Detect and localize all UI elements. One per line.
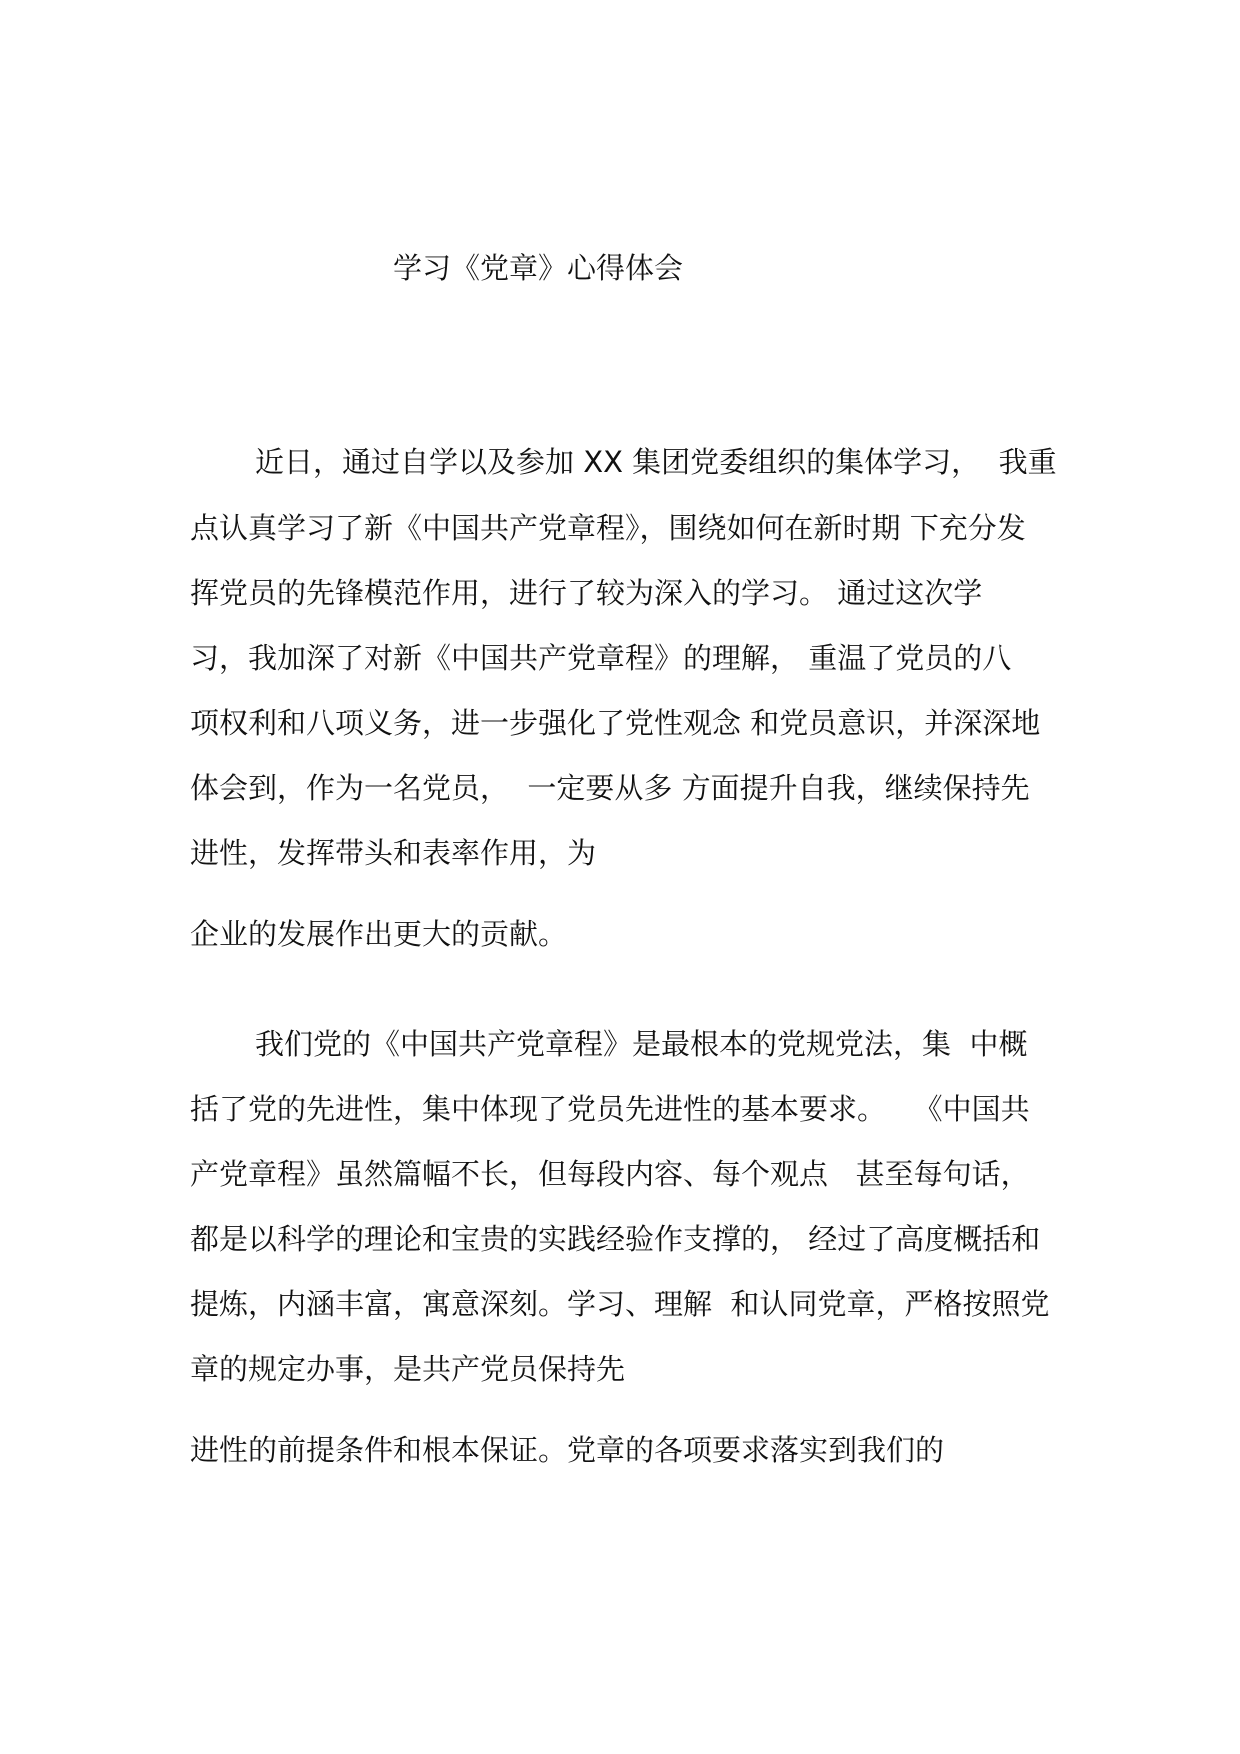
paragraph-2-line: 提炼，内涵丰富，寓意深刻。学习、理解 和认同党章，严格按照党 xyxy=(190,1287,1050,1321)
paragraph-1-line: 点认真学习了新《中国共产党章程》，围绕如何在新时期 下充分发 xyxy=(190,511,1026,545)
paragraph-1-line: 挥党员的先锋模范作用，进行了较为深入的学习。 通过这次学 xyxy=(190,576,983,610)
paragraph-1-line: 习，我加深了对新《中国共产党章程》的理解， 重温了党员的八 xyxy=(190,641,1012,675)
paragraph-2-line: 括了党的先进性，集中体现了党员先进性的基本要求。 《中国共 xyxy=(190,1092,1030,1126)
paragraph-1-line: 项权利和八项义务，进一步强化了党性观念 和党员意识，并深深地 xyxy=(190,706,1041,740)
paragraph-2-tail-line: 进性的前提条件和根本保证。党章的各项要求落实到我们的 xyxy=(190,1433,945,1467)
paragraph-2-line: 章的规定办事，是共产党员保持先 xyxy=(190,1352,626,1386)
paragraph-2-line: 我们党的《中国共产党章程》是最根本的党规党法，集 中概 xyxy=(255,1027,1028,1061)
paragraph-1-tail-line: 企业的发展作出更大的贡献。 xyxy=(190,917,568,951)
document-title: 学习《党章》心得体会 xyxy=(393,251,684,285)
paragraph-2-line: 产党章程》虽然篇幅不长，但每段内容、每个观点 甚至每句话， xyxy=(190,1157,1030,1191)
paragraph-1-line: 体会到，作为一名党员， 一定要从多 方面提升自我，继续保持先 xyxy=(190,771,1030,805)
paragraph-1-line: 近日，通过自学以及参加 XX 集团党委组织的集体学习， 我重 xyxy=(255,445,1057,479)
paragraph-1-line: 进性，发挥带头和表率作用，为 xyxy=(190,836,597,870)
paragraph-2-line: 都是以科学的理论和宝贵的实践经验作支撑的， 经过了高度概括和 xyxy=(190,1222,1041,1256)
